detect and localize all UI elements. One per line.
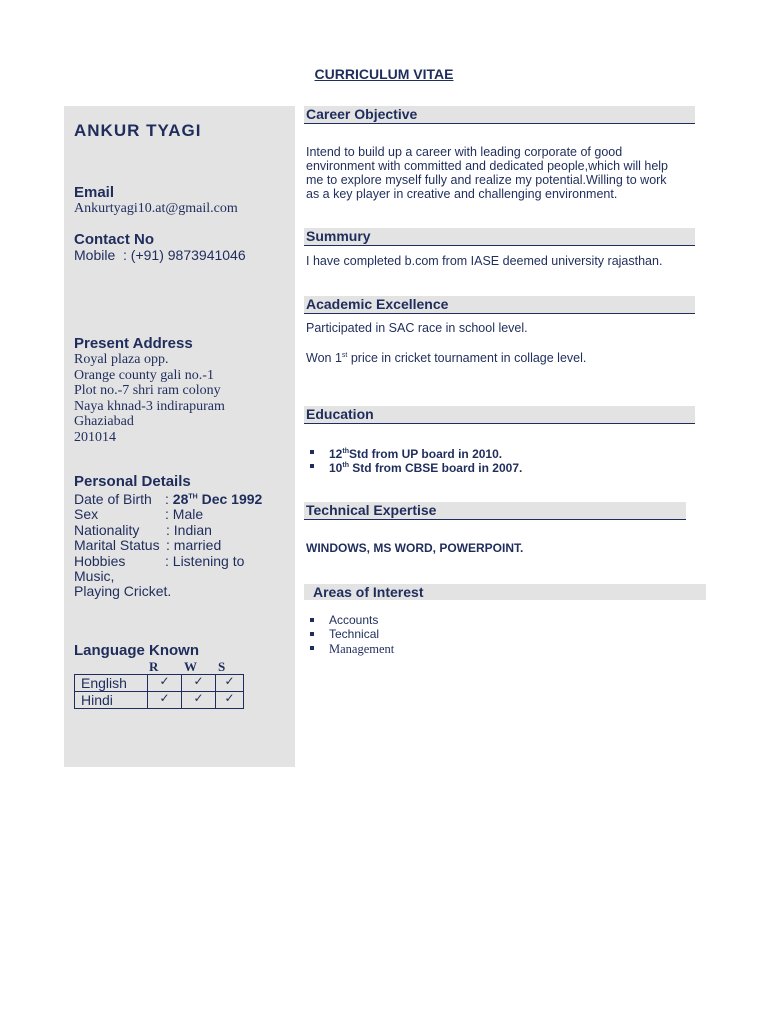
check-icon: ✓ — [182, 675, 216, 692]
address-line: 201014 — [74, 429, 116, 445]
check-icon: ✓ — [216, 692, 244, 709]
career-line: as a key player in creative and challenging environment. — [306, 187, 618, 201]
nationality-value: : Indian — [166, 522, 212, 538]
check-icon: ✓ — [148, 692, 182, 709]
mobile-value: Mobile : (+91) 9873941046 — [74, 247, 246, 263]
interest-item: Accounts — [306, 613, 394, 627]
language-heading: Language Known — [74, 642, 199, 659]
contact-heading: Contact No — [74, 231, 154, 248]
interest-list — [306, 613, 394, 656]
summary-header — [304, 228, 695, 246]
interest-header — [304, 584, 706, 600]
sex-label: Sex — [74, 506, 99, 522]
sex-row — [74, 506, 204, 522]
education-item: 10th Std from CBSE board in 2007. — [306, 459, 522, 473]
academic-item: Won 1st price in cricket tournament in collage level. — [306, 351, 587, 366]
sex-value: : Male — [165, 506, 204, 522]
language-name: Hindi — [75, 692, 148, 709]
marital-row — [74, 537, 222, 553]
interest-item: Management — [306, 641, 394, 656]
language-row — [75, 675, 244, 692]
nationality-row — [74, 522, 212, 538]
career-line: me to explore myself fully and realize my potential.Willing to work — [306, 173, 667, 187]
language-name: English — [75, 675, 148, 692]
col-write: W — [184, 659, 197, 674]
hobbies-row — [74, 553, 245, 569]
summary-text: I have completed b.com from IASE deemed university rajasthan. — [306, 254, 663, 268]
dob-label: Date of Birth — [74, 491, 152, 507]
career-line: Intend to build up a career with leading corporate of good — [306, 145, 623, 159]
check-icon: ✓ — [148, 675, 182, 692]
technical-heading: Technical Expertise — [306, 502, 437, 518]
career-objective-text — [306, 145, 668, 201]
academic-item: Participated in SAC race in school level. — [306, 321, 528, 335]
hobbies-cont: Music, — [74, 568, 115, 584]
marital-label: Marital Status — [74, 537, 160, 553]
address-heading: Present Address — [74, 335, 193, 352]
hobbies-cont: Playing Cricket. — [74, 583, 172, 599]
hobbies-value: : Listening to — [165, 553, 245, 569]
academic-heading: Academic Excellence — [306, 296, 449, 312]
address-line: Orange county gali no.-1 — [74, 367, 214, 383]
dob-value: : 28TH Dec 1992 — [165, 491, 263, 507]
col-read: R — [149, 659, 159, 674]
address-line: Plot no.-7 shri ram colony — [74, 383, 221, 399]
career-objective-heading: Career Objective — [306, 106, 418, 122]
sidebar — [64, 106, 295, 767]
hobbies-label: Hobbies — [74, 553, 126, 569]
interest-item: Technical — [306, 627, 394, 641]
address-line: Ghaziabad — [74, 414, 134, 430]
document-title: CURRICULUM VITAE — [314, 66, 454, 82]
address-block — [74, 352, 225, 446]
marital-value: : married — [166, 537, 222, 553]
education-item: 12thStd from UP board in 2010. — [306, 445, 522, 459]
education-heading: Education — [306, 406, 374, 422]
nationality-label: Nationality — [74, 522, 140, 538]
interest-heading: Areas of Interest — [313, 584, 424, 600]
email-value: Ankurtyagi10.at@gmail.com — [74, 201, 238, 216]
career-line: environment with committed and dedicated people,which will help — [306, 159, 669, 173]
check-icon: ✓ — [216, 675, 244, 692]
education-list — [306, 445, 522, 473]
candidate-name: ANKUR TYAGI — [74, 121, 202, 140]
personal-heading: Personal Details — [74, 473, 191, 490]
address-line: Naya khnad-3 indirapuram — [74, 398, 225, 414]
language-row — [75, 692, 244, 709]
academic-header — [304, 296, 695, 314]
career-objective-header — [304, 106, 695, 124]
email-heading: Email — [74, 184, 115, 201]
summary-heading: Summury — [306, 228, 371, 244]
language-table — [74, 674, 244, 709]
dob-row — [74, 491, 263, 507]
check-icon: ✓ — [182, 692, 216, 709]
technical-text: WINDOWS, MS WORD, POWERPOINT. — [306, 541, 524, 555]
technical-header — [304, 502, 686, 520]
col-speak: S — [218, 659, 226, 674]
address-line: Royal plaza opp. — [74, 352, 169, 367]
education-header — [304, 406, 695, 424]
